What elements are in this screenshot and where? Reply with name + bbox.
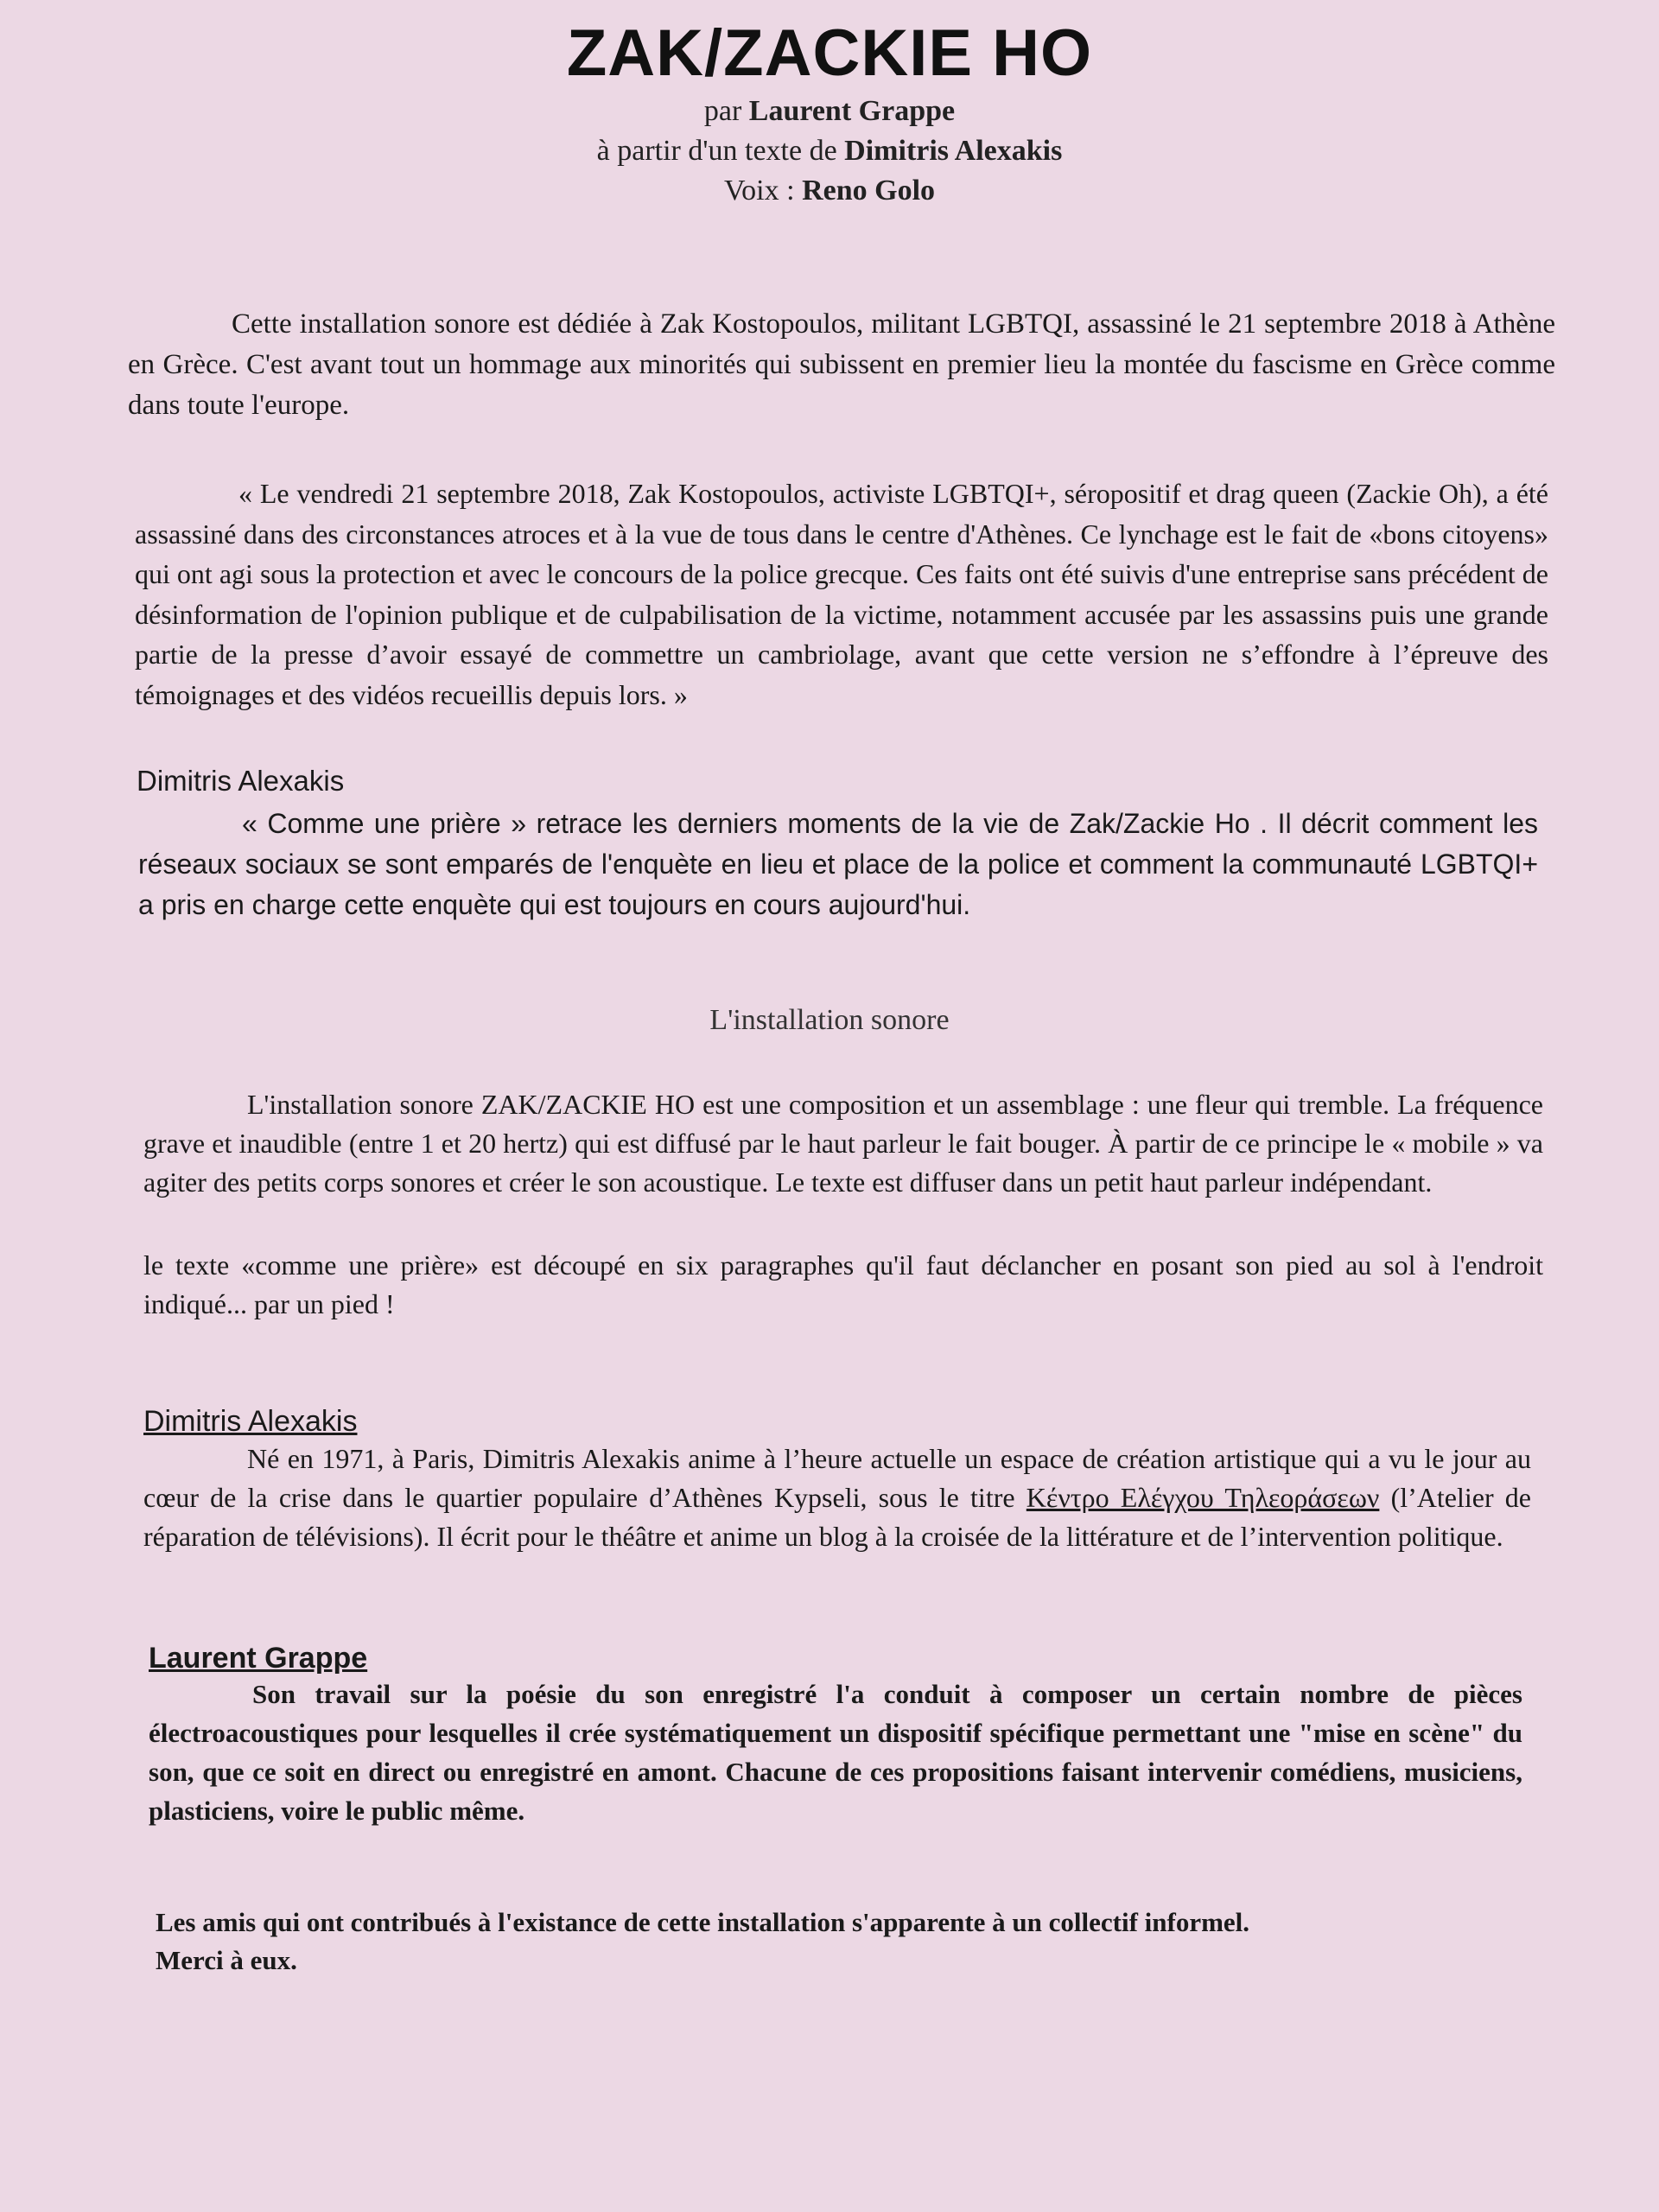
thanks-line-2: Merci à eux. <box>156 1945 297 1975</box>
bio-heading-alexakis: Dimitris Alexakis <box>143 1405 358 1438</box>
thanks-line-1: Les amis qui ont contribués à l'existance de cette installation s'apparente à un collectif informel. <box>156 1907 1250 1937</box>
installation-paragraph-2: le texte «comme une prière» est découpé en six paragraphes qu'il faut déclancher en posant son pied au sol à l'endroit indiqué... par un pied ! <box>143 1249 1543 1319</box>
priere-paragraph: « Comme une prière » retrace les derniers moments de la vie de Zak/Zackie Ho . Il décrit comment les réseaux sociaux se sont emparés de l'enquète en lieu et place de la police et comment la communauté LGBTQI+ a pris en charge cette enquète qui est toujours en cours aujourd'hui. <box>138 808 1538 920</box>
credits-block <box>0 92 1659 211</box>
greek-title-link[interactable]: Κέντρο Ελέγχου Τηλεοράσεων <box>1026 1482 1380 1513</box>
credits-line-author: par Laurent Grappe <box>703 95 956 127</box>
bio-paragraph-alexakis: Né en 1971, à Paris, Dimitris Alexakis anime à l’heure actuelle un espace de création artistique qui a vu le jour au cœur de la crise dans le quartier populaire d’Athènes Kypseli, sous le titre Κέντρο Ελέγχου Τηλεοράσεων (l’Atelier de réparation de télévisions). Il écrit pour le théâtre et anime un blog à la croisée de la littérature et de l’intervention politique. <box>143 1443 1532 1552</box>
quote-author: Dimitris Alexakis <box>137 765 345 797</box>
document-title: ZAK/ZACKIE HO <box>566 16 1093 90</box>
credits-line-text: à partir d'un texte de Dimitris Alexakis <box>596 135 1063 167</box>
bio-heading-grappe: Laurent Grappe <box>149 1642 368 1675</box>
installation-heading: L'installation sonore <box>709 1004 950 1036</box>
credits-line-voice: Voix : Reno Golo <box>723 175 936 207</box>
intro-paragraph: Cette installation sonore est dédiée à Zak Kostopoulos, militant LGBTQI, assassiné le 21 septembre 2018 à Athène en Grèce. C'est avant tout un hommage aux minorités qui subissent en premier lieu la montée du fascisme en Grèce comme dans toute l'europe. <box>128 308 1555 421</box>
installation-paragraph: L'installation sonore ZAK/ZACKIE HO est une composition et un assemblage : une fleur qui tremble. La fréquence grave et inaudible (entre 1 et 20 hertz) qui est diffusé par le haut parleur le fait bouger. À partir de ce principe le « mobile » va agiter des petits corps sonores et créer le son acoustique. Le texte est diffuser dans un petit haut parleur indépendant. <box>143 1089 1543 1198</box>
bio-paragraph-grappe: Son travail sur la poésie du son enregistré l'a conduit à composer un certain nombre de pièces électroacoustiques pour lesquelles il crée systématiquement un dispositif spécifique permettant une "mise en scène" du son, que ce soit en direct ou enregistré en amont. Chacune de ces propositions faisant intervenir comédiens, musiciens, plasticiens, voire le public même. <box>149 1679 1522 1826</box>
quote-paragraph: « Le vendredi 21 septembre 2018, Zak Kostopoulos, activiste LGBTQI+, séropositif et drag queen (Zackie Oh), a été assassiné dans des circonstances atroces et à la vue de tous dans le centre d'Athènes. Ce lynchage est le fait de «bons citoyens» qui ont agi sous la protection et avec le concours de la police grecque. Ces faits ont été suivis d'une entreprise sans précédent de désinformation de l'opinion publique et de culpabilisation de la victime, notamment accusée par les assassins puis une grande partie de la presse d’avoir essayé de commettre un cambriolage, avant que cette version ne s’effondre à l’épreuve des témoignages et des vidéos recueillis depuis lors. » <box>135 478 1548 710</box>
